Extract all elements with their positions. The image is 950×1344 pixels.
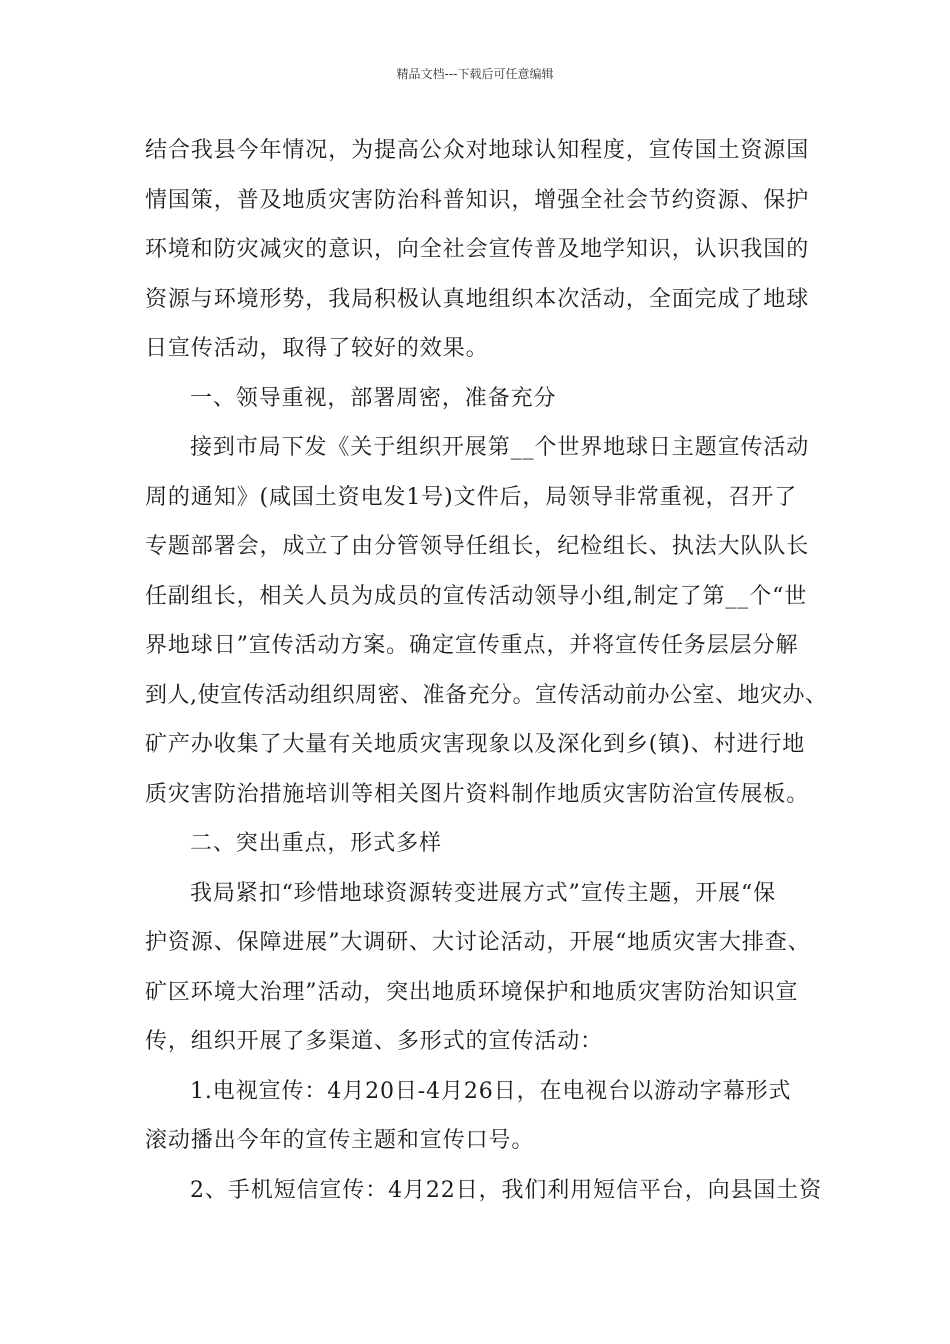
text-line: 矿区环境大治理”活动，突出地质环境保护和地质灾害防治知识宣 (145, 980, 799, 1005)
text-line: 传，组织开展了多渠道、多形式的宣传活动： (145, 1029, 604, 1054)
text-line: 结合我县今年情况，为提高公众对地球认知程度，宣传国土资源国 (145, 138, 810, 163)
text-line: 滚动播出今年的宣传主题和宣传口号。 (145, 1128, 535, 1153)
paragraph-first-line: 接到市局下发《关于组织开展第__个世界地球日主题宣传活动 (190, 435, 810, 460)
text-line: 界地球日”宣传活动方案。确定宣传重点，并将宣传任务层层分解 (145, 633, 799, 658)
text-line: 情国策，普及地质灾害防治科普知识，增强全社会节约资源、保护 (145, 188, 810, 213)
text-line: 质灾害防治措施培训等相关图片资料制作地质灾害防治宣传展板。 (145, 782, 810, 807)
text-line: 专题部署会，成立了由分管领导任组长，纪检组长、执法大队队长 (145, 534, 810, 559)
paragraph-first-line: 二、突出重点，形式多样 (190, 831, 442, 856)
text-line: 任副组长，相关人员为成员的宣传活动领导小组,制定了第__个“世 (145, 584, 808, 609)
paragraph-first-line: 2、手机短信宣传：4月22日，我们利用短信平台，向县国土资 (190, 1178, 823, 1203)
text-line: 环境和防灾减灾的意识，向全社会宣传普及地学知识，认识我国的 (145, 237, 810, 262)
text-line: 周的通知》(咸国土资电发1号)文件后，局领导非常重视，召开了 (145, 485, 798, 510)
paragraph-first-line: 1.电视宣传：4月20日-4月26日，在电视台以游动字幕形式 (190, 1079, 792, 1104)
paragraph-first-line: 一、领导重视，部署周密，准备充分 (190, 386, 557, 411)
paragraph-first-line: 我局紧扣“珍惜地球资源转变进展方式”宣传主题，开展“保 (190, 881, 777, 906)
text-line: 护资源、保障进展”大调研、大讨论活动，开展“地质灾害大排查、 (145, 930, 811, 955)
text-line: 资源与环境形势，我局积极认真地组织本次活动，全面完成了地球 (145, 287, 810, 312)
text-line: 日宣传活动，取得了较好的效果。 (145, 336, 489, 361)
text-line: 矿产办收集了大量有关地质灾害现象以及深化到乡(镇)、村进行地 (145, 732, 806, 757)
text-line: 到人,使宣传活动组织周密、准备充分。宣传活动前办公室、地灾办、 (145, 683, 828, 708)
page-header: 精品文档---下载后可任意编辑 (396, 67, 554, 81)
